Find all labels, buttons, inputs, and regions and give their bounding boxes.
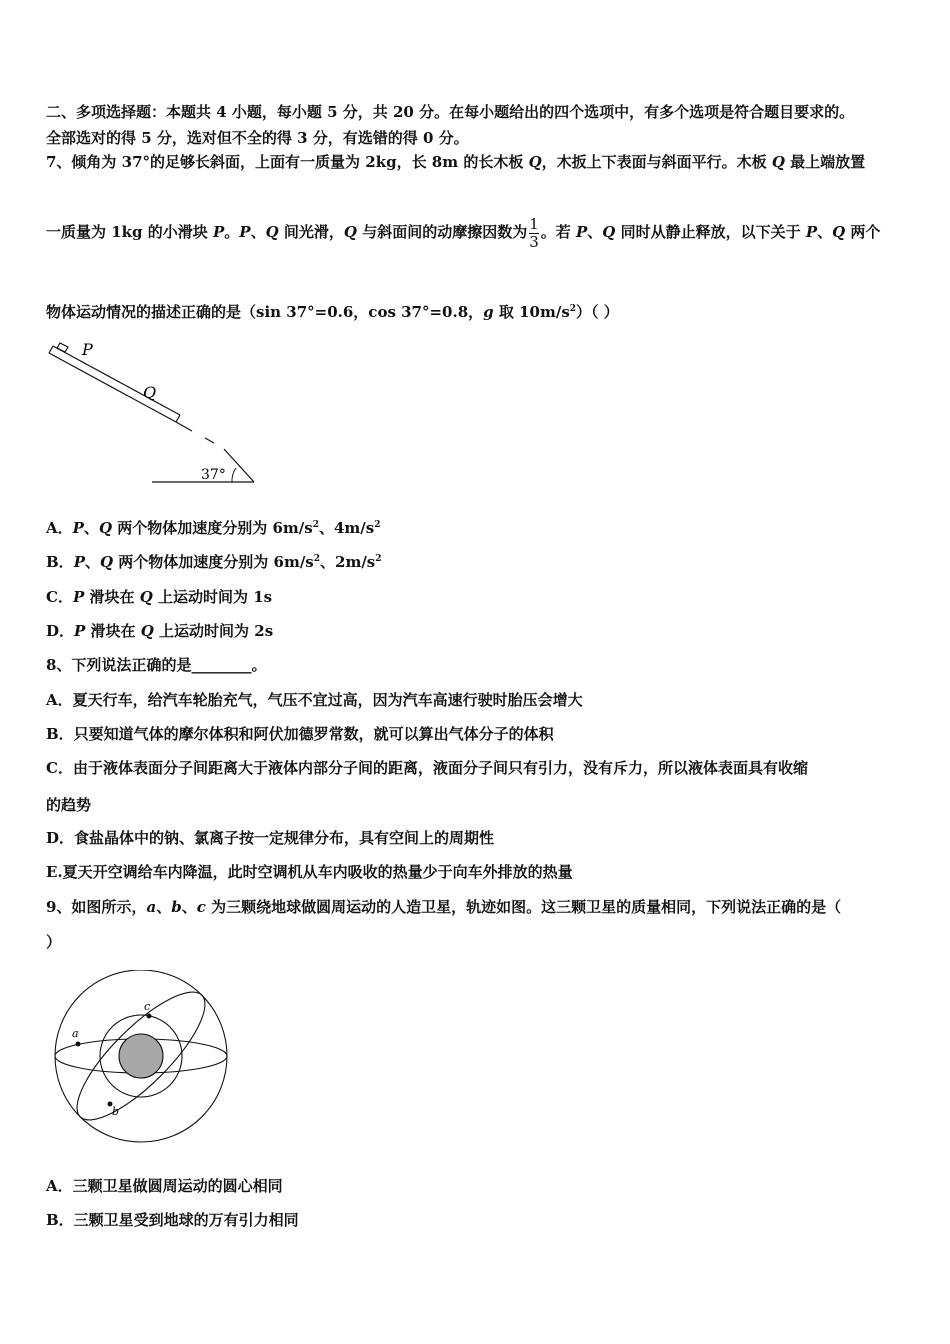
q8-option-e[interactable]: E.夏天开空调给车内降温，此时空调机从车内吸收的热量少于向车外排放的热量 [46, 863, 573, 881]
q7-option-b[interactable]: B．P、Q 两个物体加速度分别为 $6m/s^2$、$2m/s^2$ [46, 553, 382, 571]
label-q: Q [143, 383, 157, 402]
label-b: b [112, 1105, 120, 1118]
q7-option-c[interactable]: C．P 滑块在 Q 上运动时间为 1s [46, 588, 273, 606]
q8-option-a[interactable]: A．夏天行车，给汽车轮胎充气，气压不宜过高，因为汽车高速行驶时胎压会增大 [46, 691, 583, 709]
label-a: a [72, 1027, 79, 1040]
q7-stem-line1: 7、倾角为 37°的足够长斜面，上面有一质量为 2kg，长 8m 的长木板 Q，木扳上下表面与斜面平行。木板 Q 最上端放置 [46, 153, 866, 171]
label-c: c [144, 1000, 151, 1013]
q7-option-d[interactable]: D．P 滑块在 Q 上运动时间为 2s [46, 622, 274, 640]
orbit-figure [48, 970, 238, 1150]
satellite-a [76, 1042, 81, 1047]
q8-option-b[interactable]: B．只要知道气体的摩尔体积和阿伏加德罗常数，就可以算出气体分子的体积 [46, 725, 554, 743]
q9-stem-line1: 9、如图所示，a、b、c 为三颗绕地球做圆周运动的人造卫星，轨迹如图。这三颗卫星的质量相同，下列说法正确的是（ [46, 898, 842, 916]
q7-option-a[interactable]: A．P、Q 两个物体加速度分别为 $6m/s^2$、$4m/s^2$ [46, 519, 381, 537]
label-p: P [82, 340, 93, 359]
q8-option-d[interactable]: D．食盐晶体中的钠、氯离子按一定规律分布，具有空间上的周期性 [46, 829, 495, 847]
label-angle: 37° [201, 467, 226, 483]
q8-stem: 8、下列说法正确的是________。 [46, 656, 267, 674]
q9-option-b[interactable]: B．三颗卫星受到地球的万有引力相同 [46, 1211, 299, 1229]
q9-option-a[interactable]: A．三颗卫星做圆周运动的圆心相同 [46, 1177, 283, 1195]
satellite-c [147, 1014, 152, 1019]
q7-stem-line3: 物体运动情况的描述正确的是（sin 37°=0.6，cos 37°=0.8，g 取 $10m/s^2$）（ ） [46, 303, 619, 321]
q8-option-c[interactable]: C．由于液体表面分子间距离大于液体内部分子间的距离，液面分子间只有引力，没有斥力，所以液体表面具有收缩 [46, 759, 808, 777]
earth [119, 1034, 163, 1078]
section-heading-line1: 二、多项选择题：本题共 4 小题，每小题 5 分，共 20 分。在每小题给出的四个选项中，有多个选项是符合题目要求的。 [46, 103, 855, 121]
fraction-one-third: $\frac{1}{3}$ [529, 214, 539, 251]
q9-stem-line2: ） [46, 933, 62, 951]
q8-option-c-cont[interactable]: 的趋势 [46, 796, 92, 814]
block-p [57, 343, 68, 352]
incline-figure [40, 336, 270, 492]
section-heading-line2: 全部选对的得 5 分，选对但不全的得 3 分，有选错的得 0 分。 [46, 129, 469, 147]
q7-stem-line2: 一质量为 1kg 的小滑块 P。P、Q 间光滑，Q 与斜面间的动摩擦因数为 $\frac{1}{3}$ 。若 P、Q 同时从静止释放，以下关于 P、Q 两个 [46, 214, 881, 251]
